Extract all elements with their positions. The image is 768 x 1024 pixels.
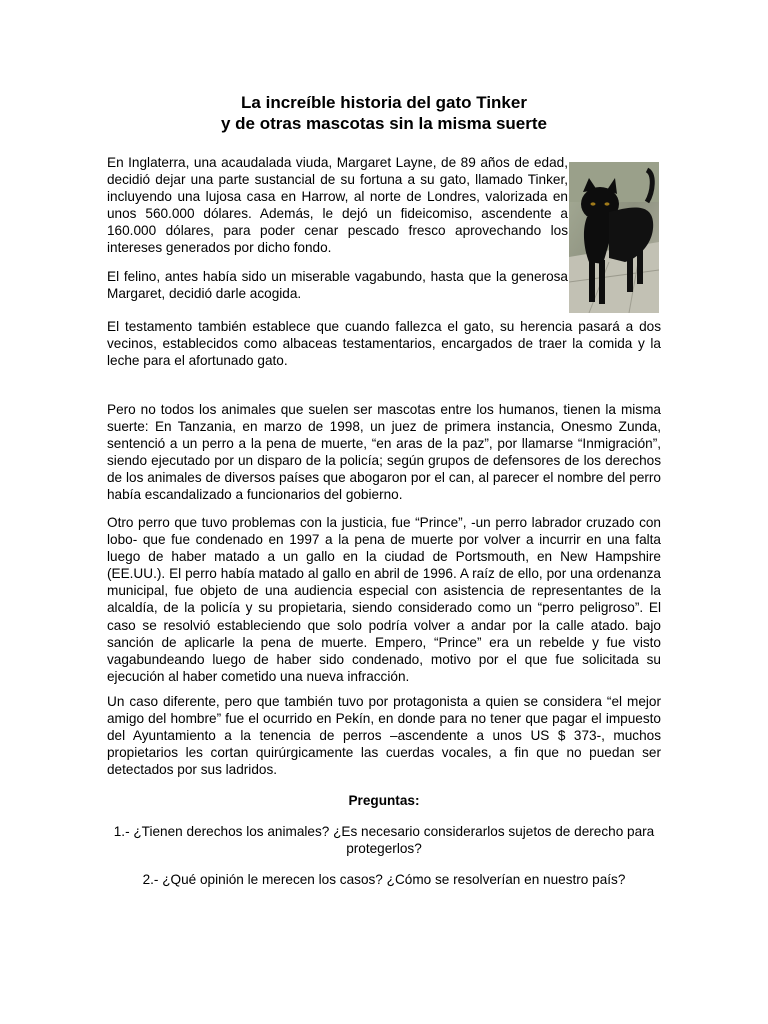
title-line-1: La increíble historia del gato Tinker xyxy=(241,93,527,112)
cat-illustration xyxy=(569,162,659,313)
question-2: 2.- ¿Qué opinión le merecen los casos? ¿Cómo se resolverían en nuestro país? xyxy=(142,872,626,887)
paragraph-2: El felino, antes había sido un miserable vagabundo, hasta que la generosa Margaret, decidió darle acogida. xyxy=(107,269,568,302)
paragraph-6: Un caso diferente, pero que también tuvo por protagonista a quien se considera “el mejor amigo del hombre” fue el ocurrido en Pekín, en donde para no tener que pagar el impuesto del Ayuntamiento a la tenencia de perros –ascendente a unos US $ 373-, muchos propietarios les cortan quirúrgicamente las cuerdas vocales, a fin que no puedan ser detectados por sus ladridos. xyxy=(107,694,661,778)
black-cat-photo xyxy=(569,162,659,313)
question-1: 1.- ¿Tienen derechos los animales? ¿Es necesario considerarlos sujetos de derecho para protegerlos? xyxy=(113,824,655,857)
paragraph-1: En Inglaterra, una acaudalada viuda, Margaret Layne, de 89 años de edad, decidió dejar una parte sustancial de su fortuna a su gato, llamado Tinker, incluyendo una lujosa casa en Harrow, al norte de Londres, valorizada en unos 560.000 dólares. Además, le dejó un fideicomiso, ascendente a 160.000 dólares, para poder cenar pescado fresco aprovechando los intereses generados por dicho fondo. xyxy=(107,155,568,256)
paragraph-3: El testamento también establece que cuando fallezca el gato, su herencia pasará a dos vecinos, establecidos como albaceas testamentarios, encargados de traer la comida y la leche para el afortunado gato. xyxy=(107,319,661,369)
paragraph-5: Otro perro que tuvo problemas con la justicia, fue “Prince”, -un perro labrador cruzado con lobo- que fue condenado en 1997 a la pena de muerte por volver a incurrir en una falta luego de haber matado a un gallo en la ciudad de Portsmouth, en New Hampshire (EE.UU.). El perro había matado al gallo en abril de 1996. A raíz de ello, por una ordenanza municipal, fue objeto de una audiencia especial con asistencia de representantes de la alcaldía, de la policía y su propietaria, siendo considerado como un “perro peligroso”. El caso se resolvió estableciendo que solo podría volver a andar por la calle atado. bajo sanción de aplicarle la pena de muerte. Empero, “Prince” era un rebelde y fue visto vagabundeando luego de haber sido condenado, motivo por el que fue solicitada su ejecución al haber cometido una nueva infracción. xyxy=(107,515,661,684)
questions-heading: Preguntas: xyxy=(348,793,420,808)
paragraph-4: Pero no todos los animales que suelen ser mascotas entre los humanos, tienen la misma suerte: En Tanzania, en marzo de 1998, un juez de primera instancia, Onesmo Zunda, sentenció a un perro a la pena de muerte, “en aras de la paz”, por llamarse “Inmigración”, siendo ejecutado por un disparo de la policía; según grupos de defensores de los derechos de los animales de diversos países que abogaron por el can, al parecer el nombre del perro había escandalizado a funcionarios del gobierno. xyxy=(107,402,661,503)
title-line-2: y de otras mascotas sin la misma suerte xyxy=(221,114,547,133)
document-title xyxy=(0,92,768,134)
